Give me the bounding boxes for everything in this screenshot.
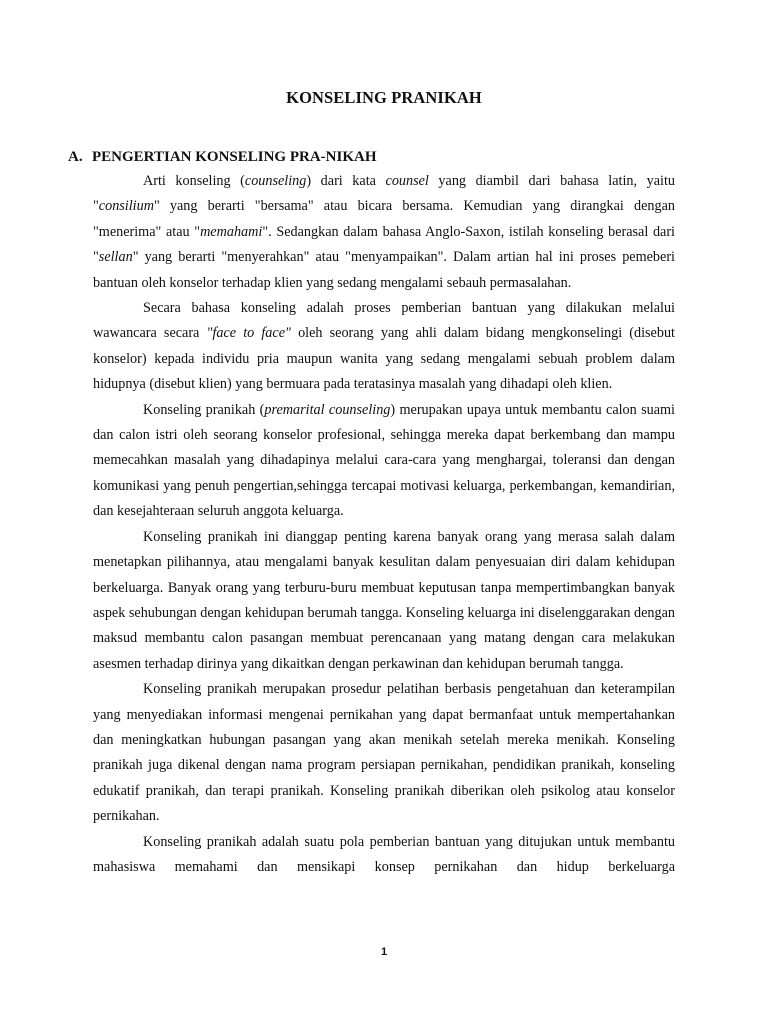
paragraph-text: " yang berarti "menyerahkan" atau "menyampaikan". Dalam artian hal ini proses pemeberi bantuan oleh konselor terhadap klien yang sedang mengalami sebauh permasalahan.	[93, 249, 675, 291]
paragraph-text: yang diambil dari bahasa latin, yaitu "	[93, 173, 676, 215]
paragraph-text: Secara bahasa konseling adalah proses pemberian bantuan yang dilakukan melalui wawancara secara	[93, 300, 675, 342]
italic-term: consilium	[98, 198, 154, 215]
italic-term: counsel	[385, 173, 429, 189]
italic-term: "face to face"	[206, 325, 291, 342]
paragraph-text: oleh seorang yang ahli dalam bidang mengkonselingi (disebut konselor) kepada individu pria maupun wanita yang sedang mengalami sebuah problem dalam hidupnya (disebut klien) yang bermuara pada teratasinya masalah yang dihadapi oleh klien.	[93, 325, 675, 393]
italic-term: premarital counseling	[264, 401, 391, 418]
page-title: KONSELING PRANIKAH	[286, 88, 482, 107]
paragraph-1	[93, 169, 675, 296]
italic-term: counseling	[244, 173, 307, 189]
paragraph-text: " yang berarti "bersama" atau bicara bersama. Kemudian yang dirangkai dengan "menerima" atau "	[93, 198, 675, 240]
paragraph-3	[93, 398, 675, 525]
paragraph-text: Arti konseling (	[143, 173, 245, 189]
italic-term: memahami	[200, 223, 263, 240]
section-marker: A.	[68, 149, 83, 165]
paragraph-text: ". Sedangkan dalam bahasa Anglo-Saxon, istilah konseling berasal dari "	[93, 223, 675, 266]
italic-term: sellan	[98, 249, 133, 266]
body-text	[93, 169, 675, 880]
section-heading-text: PENGERTIAN KONSELING PRA-NIKAH	[92, 149, 377, 165]
paragraph-4: Konseling pranikah ini dianggap penting karena banyak orang yang merasa salah dalam menetapkan pilihannya, atau mengalami banyak kesulitan dalam penyesuaian diri dalam kehidupan berkeluarga. Banyak orang yang terburu-buru membuat keputusan tanpa mempertimbangkan banyak aspek sehubungan dengan kehidupan berumah tangga. Konseling keluarga ini diselenggarakan dengan maksud membantu calon pasangan membuat perencanaan yang matang dengan cara melakukan asesmen terhadap dirinya yang dikaitkan dengan perkawinan dan kehidupan berumah tangga.	[93, 528, 675, 672]
paragraph-6: Konseling pranikah adalah suatu pola pemberian bantuan yang ditujukan untuk membantu mahasiswa memahami dan mensikapi konsep pernikahan dan hidup berkeluarga	[93, 833, 675, 875]
paragraph-text: Konseling pranikah (	[143, 401, 265, 418]
paragraph-text: ) merupakan upaya untuk membantu calon suami dan calon istri oleh seorang konselor profesional, sehingga mereka dapat berkembang dan mampu memecahkan masalah yang dihadapinya melalui cara-cara yang menghargai, toleransi dan dengan komunikasi yang penuh pengertian,sehingga tercapai motivasi keluarga, perkembangan, kemandirian, dan kesejahteraan seluruh anggota keluarga.	[93, 401, 675, 520]
page-number: 1	[380, 946, 388, 958]
paragraph-5: Konseling pranikah merupakan prosedur pelatihan berbasis pengetahuan dan keterampilan yang menyediakan informasi mengenai pernikahan yang dapat bermanfaat untuk mempertahankan dan meningkatkan hubungan pasangan yang akan menikah setelah mereka menikah. Konseling pranikah juga dikenal dengan nama program persiapan pernikahan, pendidikan pranikah, konseling edukatif pranikah, dan terapi pranikah. Konseling pranikah diberikan oleh psikolog atau konselor pernikahan.	[93, 681, 675, 825]
paragraph-2	[93, 296, 675, 398]
paragraph-text: ) dari kata	[306, 173, 386, 189]
section-heading	[68, 149, 377, 166]
